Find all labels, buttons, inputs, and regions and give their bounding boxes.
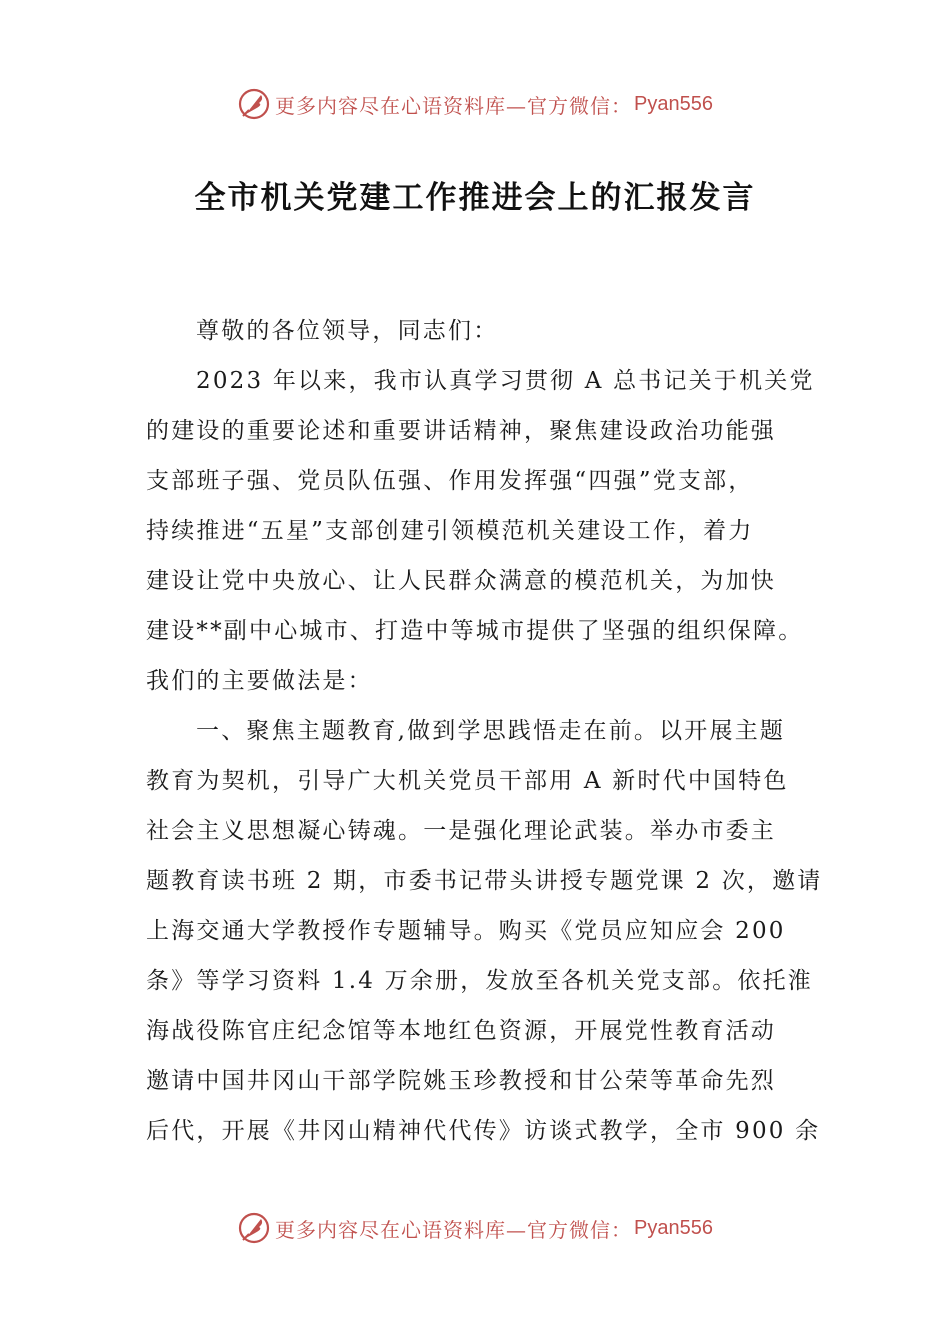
body-line: 题教育读书班 2 期，市委书记带头讲授专题党课 2 次，邀请 — [146, 868, 823, 894]
footer-banner-id: Pyan556 — [634, 1216, 713, 1239]
footer-watermark-banner — [0, 1208, 950, 1248]
body-line: 条》等学习资料 1.4 万余册，发放至各机关党支部。依托淮 — [146, 968, 813, 994]
body-line: 邀请中国井冈山干部学院姚玉珍教授和甘公荣等革命先烈 — [146, 1068, 776, 1094]
body-line: 的建设的重要论述和重要讲话精神，聚焦建设政治功能强 — [146, 418, 776, 444]
body-line: 建设**副中心城市、打造中等城市提供了坚强的组织保障。 — [146, 618, 804, 644]
page-title: 全市机关党建工作推进会上的汇报发言 — [194, 180, 756, 216]
quill-logo-icon — [237, 87, 271, 121]
section-heading-line: 一、聚焦主题教育,做到学思践悟走在前。以开展主题 — [196, 718, 786, 744]
body-line: 社会主义思想凝心铸魂。一是强化理论武装。举办市委主 — [146, 818, 776, 844]
body-line: 我们的主要做法是： — [146, 668, 373, 694]
body-line: 支部班子强、党员队伍强、作用发挥强“四强”党支部， — [146, 468, 754, 494]
body-line: 2023 年以来，我市认真学习贯彻 A 总书记关于机关党 — [196, 368, 815, 394]
body-line: 海战役陈官庄纪念馆等本地红色资源，开展党性教育活动 — [146, 1018, 776, 1044]
body-line: 后代，开展《井冈山精神代代传》访谈式教学，全市 900 余 — [146, 1118, 821, 1144]
salutation-line: 尊敬的各位领导，同志们： — [196, 318, 499, 344]
body-line: 建设让党中央放心、让人民群众满意的模范机关，为加快 — [146, 568, 776, 594]
header-banner-text: 更多内容尽在心语资料库—官方微信： — [275, 93, 633, 118]
body-line: 持续推进“五星”支部创建引领模范机关建设工作，着力 — [146, 518, 754, 544]
footer-banner-text: 更多内容尽在心语资料库—官方微信： — [275, 1217, 633, 1242]
header-banner-id: Pyan556 — [634, 92, 713, 115]
header-watermark-banner — [0, 84, 950, 124]
body-line: 上海交通大学教授作专题辅导。购买《党员应知应会 200 — [146, 918, 786, 944]
body-line: 教育为契机，引导广大机关党员干部用 A 新时代中国特色 — [146, 768, 789, 794]
quill-logo-icon — [237, 1211, 271, 1245]
document-body — [146, 306, 823, 1156]
